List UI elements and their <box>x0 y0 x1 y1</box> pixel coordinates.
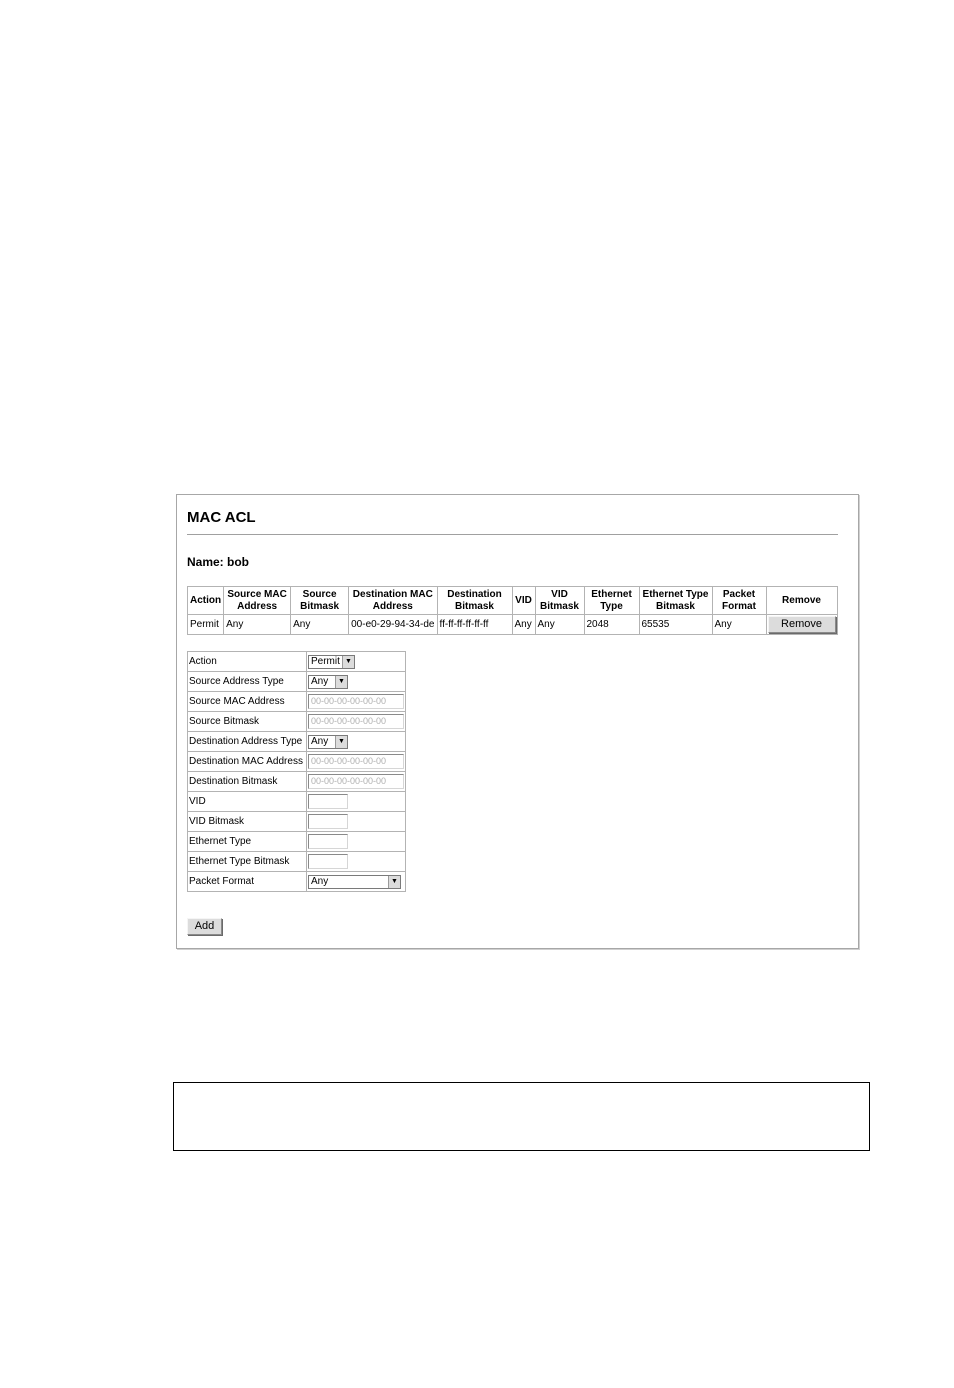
table-header-row <box>188 587 838 615</box>
note-box <box>173 1082 870 1151</box>
destination-bitmask-input[interactable]: 00-00-00-00-00-00 <box>308 774 404 789</box>
destination-address-type-label: Destination Address Type <box>188 732 307 752</box>
vid-bitmask-label: VID Bitmask <box>188 812 307 832</box>
col-header-source-bitmask: Source Bitmask <box>291 587 349 615</box>
source-address-type-value: Any <box>311 675 329 687</box>
form-row-destination-address-type <box>188 732 406 752</box>
cell-ethernet-type-bitmask: 65535 <box>639 615 712 635</box>
source-bitmask-label: Source Bitmask <box>188 712 307 732</box>
col-header-destination-bitmask: Destination Bitmask <box>437 587 512 615</box>
ethernet-type-input[interactable] <box>308 834 348 849</box>
vid-label: VID <box>188 792 307 812</box>
add-rule-form <box>187 651 406 892</box>
col-header-vid: VID <box>512 587 535 615</box>
cell-destination-bitmask: ff-ff-ff-ff-ff-ff <box>437 615 512 635</box>
cell-vid: Any <box>512 615 535 635</box>
vid-input[interactable] <box>308 794 348 809</box>
acl-rules-table <box>187 586 838 635</box>
packet-format-value: Any <box>311 875 329 887</box>
packet-format-label: Packet Format <box>188 872 307 892</box>
destination-mac-label: Destination MAC Address <box>188 752 307 772</box>
destination-bitmask-label: Destination Bitmask <box>188 772 307 792</box>
form-row-ethernet-type <box>188 832 406 852</box>
title-divider <box>187 534 838 535</box>
ethernet-type-bitmask-input[interactable] <box>308 854 348 869</box>
vid-bitmask-input[interactable] <box>308 814 348 829</box>
cell-action: Permit <box>188 615 224 635</box>
form-row-destination-mac <box>188 752 406 772</box>
source-address-type-select[interactable] <box>308 675 348 689</box>
col-header-vid-bitmask: VID Bitmask <box>535 587 584 615</box>
destination-mac-input[interactable]: 00-00-00-00-00-00 <box>308 754 404 769</box>
cell-source-mac: Any <box>224 615 291 635</box>
chevron-down-icon[interactable]: ▼ <box>342 656 354 668</box>
source-mac-label: Source MAC Address <box>188 692 307 712</box>
cell-remove <box>766 615 837 635</box>
col-header-destination-mac: Destination MAC Address <box>349 587 437 615</box>
col-header-packet-format: Packet Format <box>712 587 766 615</box>
add-button[interactable]: Add <box>187 918 222 935</box>
form-row-destination-bitmask <box>188 772 406 792</box>
col-header-ethernet-type-bitmask: Ethernet Type Bitmask <box>639 587 712 615</box>
form-row-ethernet-type-bitmask <box>188 852 406 872</box>
source-mac-input[interactable]: 00-00-00-00-00-00 <box>308 694 404 709</box>
form-row-source-bitmask <box>188 712 406 732</box>
cell-source-bitmask: Any <box>291 615 349 635</box>
table-row <box>188 615 838 635</box>
ethernet-type-bitmask-label: Ethernet Type Bitmask <box>188 852 307 872</box>
ethernet-type-label: Ethernet Type <box>188 832 307 852</box>
destination-address-type-value: Any <box>311 735 329 747</box>
form-row-packet-format <box>188 872 406 892</box>
action-select-value: Permit <box>311 655 340 667</box>
cell-ethernet-type: 2048 <box>584 615 639 635</box>
chevron-down-icon[interactable]: ▼ <box>388 876 400 888</box>
mac-acl-panel <box>176 494 859 949</box>
source-address-type-label: Source Address Type <box>188 672 307 692</box>
acl-name-label: Name: bob <box>187 555 250 569</box>
chevron-down-icon[interactable]: ▼ <box>335 676 347 688</box>
destination-address-type-select[interactable] <box>308 735 348 749</box>
form-row-source-address-type <box>188 672 406 692</box>
page-title: MAC ACL <box>187 509 256 526</box>
cell-packet-format: Any <box>712 615 766 635</box>
col-header-source-mac: Source MAC Address <box>224 587 291 615</box>
packet-format-select[interactable] <box>308 875 401 889</box>
form-row-vid <box>188 792 406 812</box>
remove-button[interactable]: Remove <box>768 616 836 633</box>
col-header-action: Action <box>188 587 224 615</box>
cell-destination-mac: 00-e0-29-94-34-de <box>349 615 437 635</box>
source-bitmask-input[interactable]: 00-00-00-00-00-00 <box>308 714 404 729</box>
col-header-ethernet-type: Ethernet Type <box>584 587 639 615</box>
cell-vid-bitmask: Any <box>535 615 584 635</box>
col-header-remove: Remove <box>766 587 837 615</box>
action-label: Action <box>188 652 307 672</box>
form-row-vid-bitmask <box>188 812 406 832</box>
form-row-source-mac <box>188 692 406 712</box>
action-select[interactable] <box>308 655 355 669</box>
chevron-down-icon[interactable]: ▼ <box>335 736 347 748</box>
form-row-action <box>188 652 406 672</box>
